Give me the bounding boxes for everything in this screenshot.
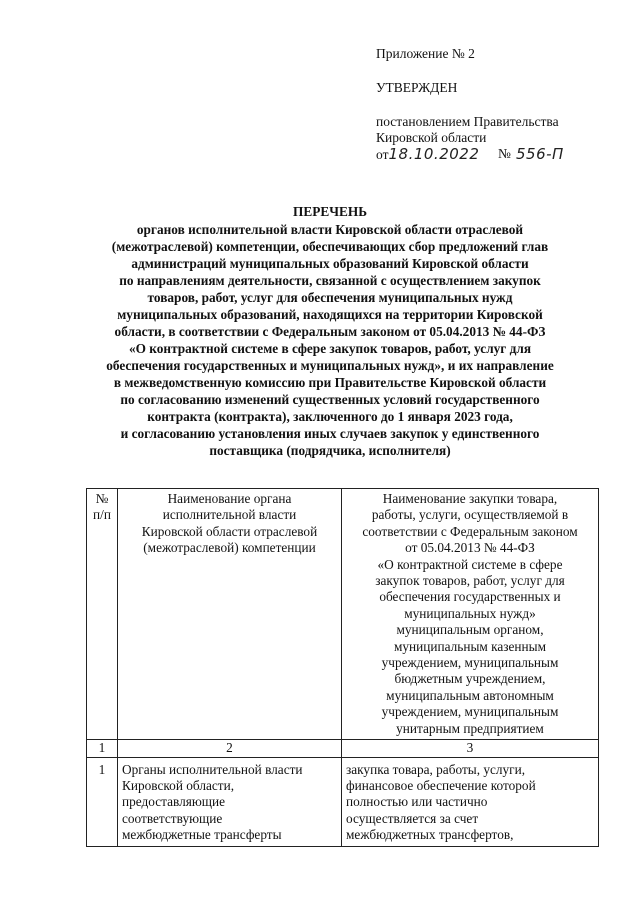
header-purchase	[342, 489, 599, 740]
cell-line: муниципальным казенным	[393, 638, 547, 654]
cell-line: межбюджетных трансфертов,	[346, 827, 514, 843]
cell-line: учреждением, муниципальным	[381, 655, 559, 671]
cell-line: соответствии с Федеральным законом	[362, 523, 578, 539]
cell-line: Кировской области,	[122, 777, 235, 793]
cell-line: полностью или частично	[346, 794, 488, 810]
from-label: от	[376, 147, 389, 162]
appendix-label: Приложение № 2	[376, 46, 475, 61]
row-organ	[118, 757, 342, 846]
cell-line: муниципальным автономным	[386, 687, 554, 703]
cell-line: предоставляющие	[122, 794, 226, 810]
table-header-row	[87, 489, 599, 740]
cell-line: межбюджетные трансферты	[122, 827, 282, 843]
cell-line: (межотраслевой) компетенции	[143, 540, 316, 556]
row-number: 1	[87, 757, 118, 846]
title-line: товаров, работ, услуг для обеспечения муниципальных нужд	[147, 290, 513, 305]
cell-line: унитарным предприятием	[396, 720, 544, 736]
title-line: муниципальных образований, находящихся на территории Кировской	[117, 307, 543, 322]
cell-line: Наименование закупки товара,	[382, 491, 558, 506]
cell-line: закупка товара, работы, услуги,	[346, 761, 526, 777]
cell-line: исполнительной власти	[162, 507, 297, 523]
cell-line: от 05.04.2013 № 44-ФЗ	[405, 540, 535, 556]
cell-line: осуществляется за счет	[346, 810, 479, 826]
row-purchase	[342, 757, 599, 846]
table-row	[87, 757, 599, 846]
title-line: администраций муниципальных образований Кировской области	[131, 256, 529, 271]
title-line: обеспечения государственных и муниципальных нужд», и их направление	[106, 358, 554, 373]
cell-line: Наименование органа	[167, 491, 292, 506]
index-cell: 2	[118, 740, 342, 757]
cell-line: соответствующие	[122, 810, 223, 826]
decree-line-1: постановлением Правительства	[376, 114, 559, 129]
title-line: по направлениям деятельности, связанной с осуществлением закупок	[119, 273, 541, 288]
cell-line: работы, услуги, осуществляемой в	[371, 507, 569, 523]
document-title	[40, 203, 620, 459]
table-index-row	[87, 740, 599, 757]
title-line: органов исполнительной власти Кировской области отраслевой	[136, 222, 524, 237]
number-label: №	[498, 146, 511, 161]
cell-line: обеспечения государственных и	[379, 589, 561, 605]
handwritten-date: 18.10.2022	[388, 145, 480, 163]
title-line: и согласованию установления иных случаев закупок у единственного	[120, 426, 540, 441]
cell-line: №	[95, 491, 109, 506]
decree-date-number	[376, 145, 564, 164]
handwritten-number: 556-П	[516, 145, 564, 163]
cell-line: Органы исполнительной власти	[122, 761, 303, 777]
title-line: поставщика (подрядчика, исполнителя)	[209, 443, 451, 458]
cell-line: бюджетным учреждением,	[394, 671, 546, 687]
title-line: (межотраслевой) компетенции, обеспечивающих сбор предложений глав	[111, 239, 549, 254]
title-line: в межведомственную комиссию при Правительстве Кировской области	[113, 375, 547, 390]
cell-line: муниципальных нужд»	[404, 605, 536, 621]
header-number	[87, 489, 118, 740]
title-heading: ПЕРЕЧЕНЬ	[293, 204, 367, 219]
approval-header	[376, 46, 564, 164]
approved-label: УТВЕРЖДЕН	[376, 80, 458, 95]
cell-line: финансовое обеспечение которой	[346, 777, 536, 793]
cell-line: закупок товаров, работ, услуг для	[375, 573, 565, 589]
cell-line: учреждением, муниципальным	[381, 704, 559, 720]
organs-table	[86, 488, 599, 847]
index-cell: 3	[342, 740, 599, 757]
cell-line: п/п	[93, 507, 111, 523]
cell-line: «О контрактной системе в сфере	[377, 556, 563, 572]
index-cell: 1	[87, 740, 118, 757]
cell-line: Кировской области отраслевой	[141, 523, 318, 539]
title-line: по согласованию изменений существенных условий государственного	[120, 392, 540, 407]
header-organ	[118, 489, 342, 740]
title-line: «О контрактной системе в сфере закупок товаров, работ, услуг для	[128, 341, 532, 356]
title-line: контракта (контракта), заключенного до 1 января 2023 года,	[147, 409, 513, 424]
cell-line: муниципальным органом,	[396, 622, 544, 638]
title-line: области, в соответствии с Федеральным законом от 05.04.2013 № 44-ФЗ	[114, 324, 546, 339]
decree-line-2: Кировской области	[376, 130, 487, 145]
